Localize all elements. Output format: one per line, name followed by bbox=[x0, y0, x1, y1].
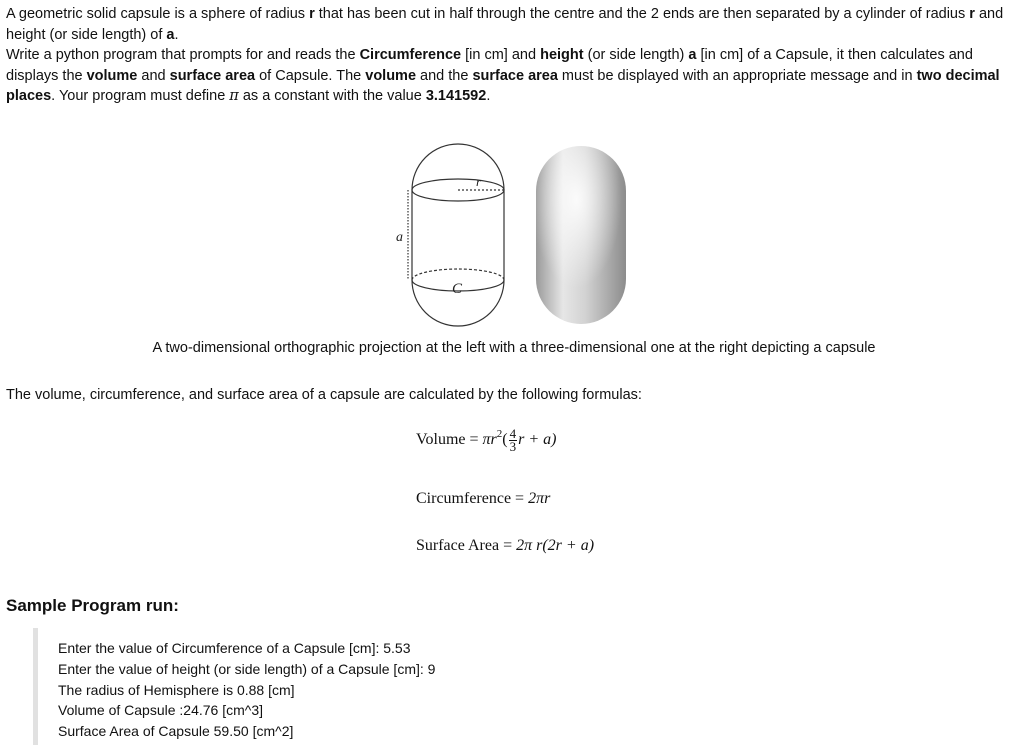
sample-line: Enter the value of Circumference of a Capsule [cm]: 5.53 bbox=[58, 640, 411, 656]
label-c: C bbox=[452, 281, 463, 297]
sample-output-block bbox=[33, 628, 738, 745]
bold-text: a bbox=[166, 26, 175, 43]
intro-paragraph-1 bbox=[6, 4, 1018, 45]
sample-line: Surface Area of Capsule 59.50 [cm^2] bbox=[58, 723, 294, 739]
text: A geometric solid capsule is a sphere of radius bbox=[6, 6, 310, 22]
capsule-figure bbox=[390, 140, 640, 330]
formula-term: πr bbox=[482, 431, 497, 449]
formula-lhs: Surface Area = bbox=[416, 537, 517, 554]
denominator: 3 bbox=[509, 439, 517, 454]
bold-text: Circumference bbox=[359, 47, 462, 64]
bold-text: surface area bbox=[169, 67, 256, 84]
fraction bbox=[509, 428, 518, 453]
bold-text: two decimal places bbox=[6, 67, 1000, 105]
text: of Capsule. The bbox=[255, 67, 366, 84]
exponent: 2 bbox=[496, 428, 503, 441]
text: [in cm] and bbox=[461, 47, 541, 64]
text: must be displayed with an appropriate message and in bbox=[557, 67, 917, 84]
formulas-intro: The volume, circumference, and surface area of a capsule are calculated by the following formulas: bbox=[6, 387, 642, 403]
text: and the bbox=[416, 67, 473, 84]
formula-term: r + a) bbox=[518, 431, 557, 449]
top-hemisphere-outline bbox=[412, 144, 504, 190]
bold-text: 3.141592 bbox=[425, 88, 487, 105]
label-a: a bbox=[396, 230, 403, 245]
bottom-ellipse-back bbox=[412, 269, 504, 280]
bold-text: r bbox=[309, 6, 315, 22]
text: . bbox=[486, 88, 491, 105]
surface-area-formula bbox=[416, 537, 594, 555]
label-r: r bbox=[476, 174, 482, 189]
formula-lhs: Circumference = bbox=[416, 490, 529, 507]
text: . bbox=[174, 26, 179, 43]
bold-text: r bbox=[969, 6, 975, 22]
sample-line: Volume of Capsule :24.76 [cm^3] bbox=[58, 702, 264, 718]
paren: ( bbox=[502, 431, 508, 449]
circumference-formula bbox=[416, 490, 550, 508]
bold-text: height bbox=[540, 47, 584, 64]
text: as a constant with the value bbox=[238, 88, 426, 105]
bold-text: surface area bbox=[472, 67, 558, 84]
problem-statement bbox=[6, 4, 1018, 107]
orthographic-projection bbox=[408, 144, 504, 326]
text: Write a python program that prompts for and reads the bbox=[6, 47, 360, 64]
numerator: 4 bbox=[509, 426, 517, 441]
volume-formula bbox=[416, 428, 556, 453]
sample-heading: Sample Program run: bbox=[6, 596, 179, 615]
formula-lhs: Volume = bbox=[416, 431, 483, 449]
formula-rhs: 2πr bbox=[528, 490, 551, 507]
capsule-3d-shine bbox=[536, 146, 626, 324]
text: [in cm] of a Capsule, it then calculates and displays the bbox=[6, 47, 973, 84]
pi-symbol: π bbox=[229, 88, 239, 105]
intro-paragraph-2 bbox=[6, 45, 1018, 107]
text: (or side length) bbox=[583, 47, 689, 64]
bold-text: a bbox=[688, 47, 697, 64]
text: and bbox=[137, 67, 170, 84]
text: and height (or side length) of bbox=[6, 6, 1004, 43]
sample-line: Enter the value of height (or side length) of a Capsule [cm]: 9 bbox=[58, 661, 436, 677]
bold-text: volume bbox=[86, 67, 138, 84]
text: . Your program must define bbox=[51, 88, 230, 105]
text: that has been cut in half through the centre and the 2 ends are then separated by a cylinder of radius bbox=[314, 6, 970, 22]
bold-text: volume bbox=[365, 67, 417, 84]
figure-caption: A two-dimensional orthographic projection at the left with a three-dimensional one at the right depicting a capsule bbox=[152, 340, 876, 356]
formula-rhs: 2π r(2r + a) bbox=[516, 537, 595, 554]
sample-line: The radius of Hemisphere is 0.88 [cm] bbox=[58, 682, 295, 698]
